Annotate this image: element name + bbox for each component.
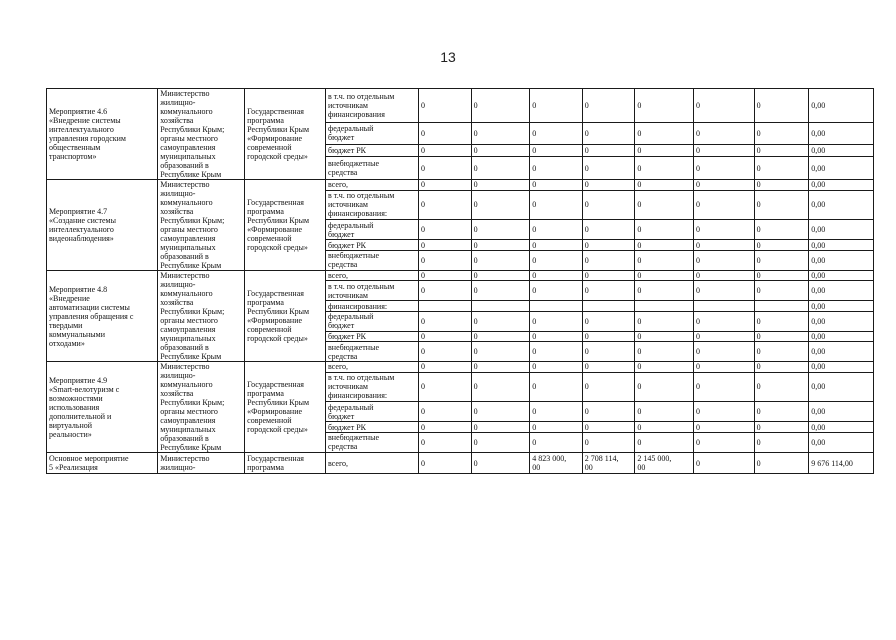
table-row — [47, 362, 874, 373]
value-cell: 0 — [635, 180, 694, 191]
event-cell: Мероприятие 4.6 «Внедрение системы интеллектуального управления городским общественным транспортом» — [47, 89, 158, 180]
value-cell: 0 — [471, 331, 530, 341]
value-cell: 0 — [419, 432, 472, 452]
source-cell: внебюджетные средства — [326, 250, 419, 270]
source-cell: бюджет РК — [326, 240, 419, 251]
value-cell: 0 — [471, 157, 530, 180]
source-cell: бюджет РК — [326, 331, 419, 341]
value-cell: 0 — [635, 281, 694, 301]
table-row — [47, 271, 874, 281]
value-cell: 0 — [419, 281, 472, 301]
value-cell: 0 — [471, 271, 530, 281]
value-cell: 0 — [754, 453, 809, 474]
value-cell: 0 — [635, 402, 694, 422]
source-cell: в т.ч. по отдельным источникам финансирования: — [326, 190, 419, 220]
value-cell: 0 — [693, 342, 754, 362]
value-cell: 0 — [754, 331, 809, 341]
source-cell: федеральный бюджет — [326, 311, 419, 331]
value-cell: 0 — [471, 89, 530, 123]
value-cell: 0 — [582, 372, 635, 402]
value-cell: 0 — [582, 271, 635, 281]
value-cell: 0 — [471, 145, 530, 157]
program-cell: Государственная программа — [245, 453, 326, 474]
value-cell: 0 — [419, 402, 472, 422]
value-cell — [471, 301, 530, 311]
value-cell: 0 — [530, 157, 583, 180]
value-cell: 0 — [693, 190, 754, 220]
value-cell: 0 — [419, 89, 472, 123]
value-cell: 0 — [419, 342, 472, 362]
value-cell: 0 — [693, 180, 754, 191]
value-cell: 0 — [419, 331, 472, 341]
value-cell: 0 — [419, 362, 472, 373]
value-cell: 0 — [530, 240, 583, 251]
executor-cell: Министерство жилищно- коммунального хозяйства Республики Крым; органы местного самоуправления муниципальных образований в Республике Крым — [158, 362, 245, 453]
value-cell: 0 — [419, 422, 472, 433]
value-cell: 0 — [754, 422, 809, 433]
table-row — [47, 453, 874, 474]
value-cell: 0 — [693, 240, 754, 251]
value-cell: 0 — [582, 157, 635, 180]
value-cell: 0 — [471, 422, 530, 433]
value-cell: 0 — [582, 89, 635, 123]
value-cell: 0 — [530, 432, 583, 452]
value-cell: 0 — [693, 220, 754, 240]
value-cell: 0 — [419, 145, 472, 157]
value-cell: 0 — [530, 342, 583, 362]
value-cell: 0 — [530, 180, 583, 191]
value-cell: 0,00 — [809, 250, 874, 270]
executor-cell: Министерство жилищно- коммунального хозяйства Республики Крым; органы местного самоуправления муниципальных образований в Республике Крым — [158, 89, 245, 180]
value-cell — [582, 301, 635, 311]
value-cell: 0,00 — [809, 342, 874, 362]
table-row — [47, 180, 874, 191]
source-cell: федеральный бюджет — [326, 122, 419, 145]
value-cell: 9 676 114,00 — [809, 453, 874, 474]
value-cell: 0 — [530, 362, 583, 373]
value-cell: 0 — [635, 157, 694, 180]
value-cell — [530, 301, 583, 311]
program-cell: Государственная программа Республики Крым «Формирование современной городской среды» — [245, 362, 326, 453]
value-cell: 0,00 — [809, 89, 874, 123]
value-cell: 0 — [419, 372, 472, 402]
value-cell: 0 — [530, 402, 583, 422]
program-cell: Государственная программа Республики Крым «Формирование современной городской среды» — [245, 180, 326, 271]
value-cell: 0 — [693, 331, 754, 341]
event-cell: Мероприятие 4.8 «Внедрение автоматизации системы управления обращения с твердыми коммунальными отходами» — [47, 271, 158, 362]
value-cell: 0 — [635, 220, 694, 240]
value-cell: 0,00 — [809, 311, 874, 331]
executor-cell: Министерство жилищно- коммунального хозяйства Республики Крым; органы местного самоуправления муниципальных образований в Республике Крым — [158, 271, 245, 362]
source-cell: бюджет РК — [326, 422, 419, 433]
value-cell: 0 — [754, 157, 809, 180]
value-cell: 0 — [471, 180, 530, 191]
source-cell: всего, — [326, 180, 419, 191]
value-cell: 0 — [754, 402, 809, 422]
value-cell: 0 — [530, 250, 583, 270]
source-cell: всего, — [326, 271, 419, 281]
value-cell — [419, 301, 472, 311]
value-cell: 0 — [530, 220, 583, 240]
value-cell: 0 — [635, 89, 694, 123]
value-cell: 0 — [419, 271, 472, 281]
value-cell: 0,00 — [809, 157, 874, 180]
executor-cell: Министерство жилищно- коммунального хозяйства Республики Крым; органы местного самоуправления муниципальных образований в Республике Крым — [158, 180, 245, 271]
value-cell: 0 — [635, 122, 694, 145]
value-cell: 0 — [693, 157, 754, 180]
value-cell: 0,00 — [809, 432, 874, 452]
value-cell: 0 — [582, 342, 635, 362]
program-cell: Государственная программа Республики Крым «Формирование современной городской среды» — [245, 271, 326, 362]
source-cell: в т.ч. по отдельным источникам финансирования: — [326, 372, 419, 402]
value-cell: 0 — [754, 190, 809, 220]
value-cell: 0 — [635, 240, 694, 251]
source-cell: всего, — [326, 453, 419, 474]
value-cell: 0 — [471, 220, 530, 240]
value-cell: 0 — [530, 331, 583, 341]
value-cell: 0 — [582, 432, 635, 452]
value-cell: 0,00 — [809, 331, 874, 341]
value-cell: 0 — [471, 432, 530, 452]
funding-table — [46, 88, 874, 474]
value-cell: 0 — [419, 240, 472, 251]
value-cell: 0,00 — [809, 220, 874, 240]
value-cell: 0 — [530, 122, 583, 145]
value-cell: 0 — [754, 362, 809, 373]
value-cell: 0 — [530, 190, 583, 220]
value-cell: 0 — [754, 89, 809, 123]
value-cell: 0 — [471, 190, 530, 220]
value-cell: 0 — [582, 422, 635, 433]
value-cell: 0 — [582, 145, 635, 157]
source-cell: в т.ч. по отдельным источникам финансирования — [326, 89, 419, 123]
value-cell: 0,00 — [809, 240, 874, 251]
value-cell: 0 — [693, 372, 754, 402]
value-cell: 0 — [419, 250, 472, 270]
value-cell: 0 — [419, 122, 472, 145]
value-cell: 0 — [530, 372, 583, 402]
value-cell: 0 — [693, 422, 754, 433]
value-cell: 0 — [754, 145, 809, 157]
value-cell: 0 — [635, 432, 694, 452]
value-cell: 0 — [471, 281, 530, 301]
event-cell: Мероприятие 4.9 «Smart-велотуризм с возможностями использования дополнительной и виртуальной реальности» — [47, 362, 158, 453]
value-cell: 0,00 — [809, 301, 874, 311]
value-cell: 0 — [419, 190, 472, 220]
source-cell: бюджет РК — [326, 145, 419, 157]
value-cell: 0 — [635, 372, 694, 402]
value-cell: 0 — [754, 281, 809, 301]
value-cell: 0 — [754, 432, 809, 452]
value-cell: 0 — [754, 220, 809, 240]
value-cell: 0 — [582, 362, 635, 373]
value-cell: 4 823 000, 00 — [530, 453, 583, 474]
source-cell: федеральный бюджет — [326, 402, 419, 422]
value-cell: 0 — [635, 311, 694, 331]
value-cell: 0 — [754, 180, 809, 191]
source-cell: финансирования: — [326, 301, 419, 311]
value-cell: 0 — [471, 311, 530, 331]
value-cell: 0 — [582, 402, 635, 422]
value-cell: 0 — [693, 362, 754, 373]
value-cell: 0 — [530, 271, 583, 281]
value-cell: 0 — [693, 311, 754, 331]
value-cell: 0 — [754, 271, 809, 281]
value-cell: 0 — [471, 342, 530, 362]
value-cell: 0 — [693, 89, 754, 123]
value-cell: 0 — [419, 157, 472, 180]
value-cell: 0 — [582, 180, 635, 191]
value-cell: 0,00 — [809, 190, 874, 220]
source-cell: федеральный бюджет — [326, 220, 419, 240]
value-cell: 0 — [582, 190, 635, 220]
value-cell: 2 145 000, 00 — [635, 453, 694, 474]
value-cell: 0 — [582, 240, 635, 251]
value-cell: 0,00 — [809, 422, 874, 433]
value-cell: 0 — [693, 122, 754, 145]
value-cell: 0 — [635, 145, 694, 157]
value-cell — [754, 301, 809, 311]
value-cell: 0 — [693, 453, 754, 474]
event-cell: Мероприятие 4.7 «Создание системы интеллектуального видеонаблюдения» — [47, 180, 158, 271]
value-cell: 0 — [693, 271, 754, 281]
event-cell: Основное мероприятие 5 «Реализация — [47, 453, 158, 474]
value-cell: 0 — [582, 331, 635, 341]
value-cell: 0 — [530, 145, 583, 157]
value-cell: 0,00 — [809, 402, 874, 422]
value-cell: 0 — [754, 342, 809, 362]
value-cell: 0 — [471, 362, 530, 373]
value-cell: 0,00 — [809, 145, 874, 157]
value-cell: 0 — [471, 372, 530, 402]
value-cell: 0 — [419, 311, 472, 331]
value-cell: 0 — [635, 362, 694, 373]
value-cell: 0 — [419, 453, 472, 474]
value-cell: 0 — [419, 180, 472, 191]
value-cell: 0 — [693, 281, 754, 301]
source-cell: внебюджетные средства — [326, 342, 419, 362]
value-cell: 0 — [635, 250, 694, 270]
value-cell: 0 — [530, 281, 583, 301]
value-cell: 0 — [693, 250, 754, 270]
value-cell: 0,00 — [809, 372, 874, 402]
value-cell: 0,00 — [809, 271, 874, 281]
value-cell: 0 — [754, 372, 809, 402]
source-cell: внебюджетные средства — [326, 432, 419, 452]
value-cell: 0 — [419, 220, 472, 240]
value-cell: 0 — [635, 331, 694, 341]
value-cell: 0 — [530, 311, 583, 331]
value-cell: 0 — [582, 281, 635, 301]
value-cell: 0 — [582, 220, 635, 240]
value-cell: 0,00 — [809, 281, 874, 301]
value-cell: 0,00 — [809, 122, 874, 145]
value-cell: 0 — [635, 422, 694, 433]
value-cell: 0 — [754, 240, 809, 251]
program-cell: Государственная программа Республики Крым «Формирование современной городской среды» — [245, 89, 326, 180]
value-cell: 0 — [471, 122, 530, 145]
source-cell: всего, — [326, 362, 419, 373]
value-cell — [635, 301, 694, 311]
value-cell: 0 — [754, 311, 809, 331]
value-cell: 0 — [635, 190, 694, 220]
value-cell: 0 — [754, 250, 809, 270]
value-cell: 0 — [693, 432, 754, 452]
value-cell: 0 — [693, 145, 754, 157]
source-cell: внебюджетные средства — [326, 157, 419, 180]
value-cell: 0 — [582, 122, 635, 145]
value-cell: 0 — [530, 89, 583, 123]
table-row — [47, 89, 874, 123]
value-cell: 2 708 114, 00 — [582, 453, 635, 474]
value-cell: 0,00 — [809, 180, 874, 191]
value-cell: 0 — [693, 402, 754, 422]
executor-cell: Министерство жилищно- — [158, 453, 245, 474]
value-cell: 0 — [471, 402, 530, 422]
page-number: 13 — [440, 49, 456, 65]
value-cell: 0 — [582, 250, 635, 270]
value-cell: 0 — [635, 342, 694, 362]
value-cell: 0 — [471, 240, 530, 251]
value-cell: 0 — [530, 422, 583, 433]
source-cell: в т.ч. по отдельным источникам — [326, 281, 419, 301]
value-cell: 0 — [754, 122, 809, 145]
value-cell: 0 — [471, 453, 530, 474]
value-cell — [693, 301, 754, 311]
value-cell: 0 — [635, 271, 694, 281]
value-cell: 0 — [471, 250, 530, 270]
value-cell: 0 — [582, 311, 635, 331]
value-cell: 0,00 — [809, 362, 874, 373]
